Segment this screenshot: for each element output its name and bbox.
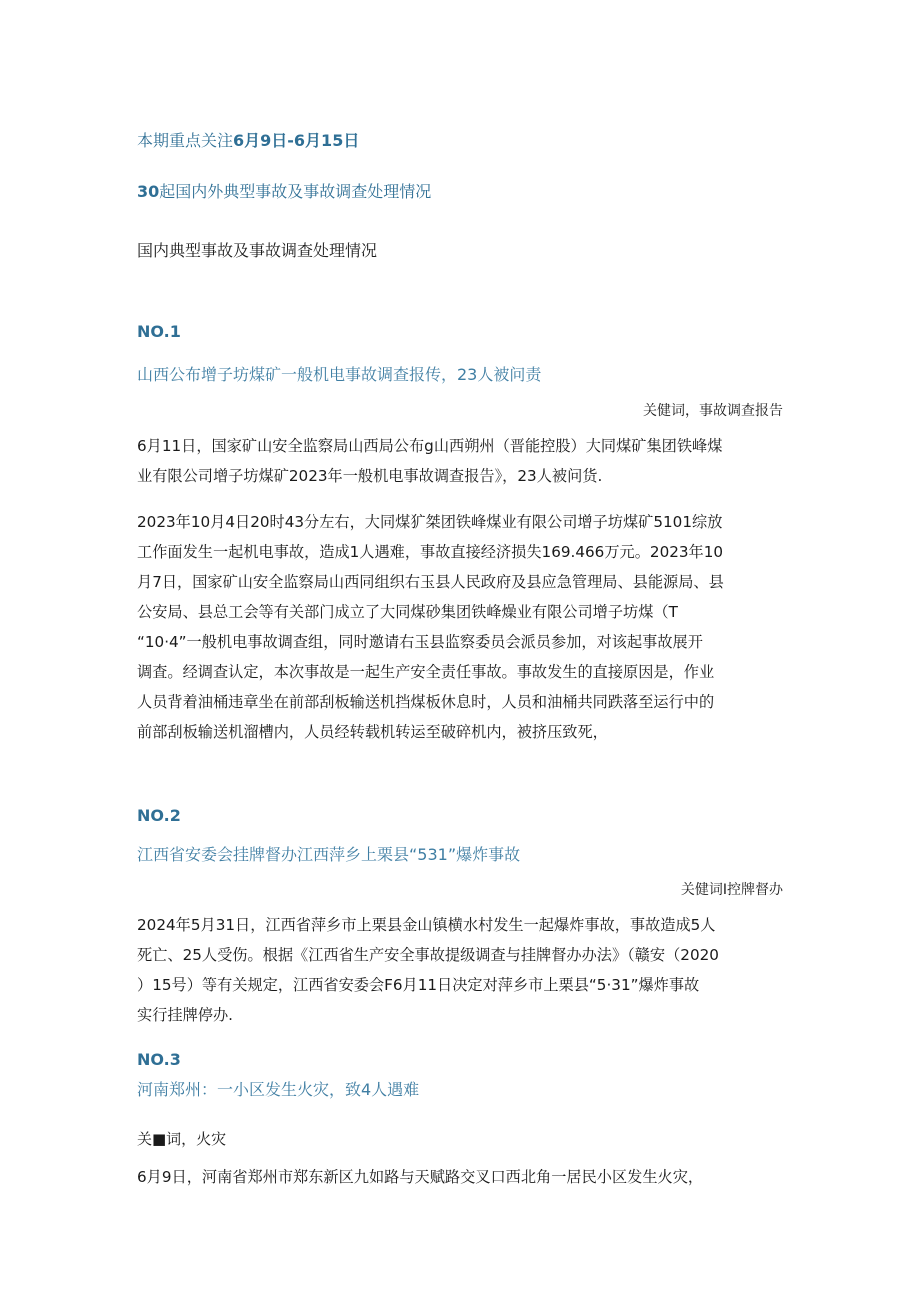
item-headline: 河南郑州：一小区发生火灾，致4人遇难	[137, 1080, 420, 1099]
paragraph-line: “10·4”一般机电事故调查组，同时邀请右玉县监察委员会派员参加，对该起事故展开	[137, 633, 703, 651]
focus-dates: 6月9日-6月15日	[233, 131, 360, 150]
item-number: NO.2	[137, 806, 181, 825]
item-headline: 山西公布增子坊煤矿一般机电事故调查报传，23人被问责	[137, 365, 542, 384]
item-number: NO.3	[137, 1050, 181, 1069]
paragraph-line: 2023年10月4日20时43分左右，大同煤犷桀团铁峰煤业有限公司增子坊煤矿5101综放	[137, 513, 723, 531]
paragraph-line: ）15号）等有关规定，江西省安委会F6月11日决定对萍乡市上栗县“5·31”爆炸事故	[137, 976, 700, 994]
paragraph-line: 死亡、25人受伤。根据《江西省生产安全事故提级调查与挂牌督办办法》（赣安（2020	[137, 946, 719, 964]
item-headline: 江西省安委会挂牌督办江西萍乡上栗县“531”爆炸事故	[137, 845, 521, 864]
paragraph-line: 业有限公司增子坊煤矿2023年一般机电事故调查报告》，23人被问货.	[137, 467, 603, 485]
item-paragraph	[137, 431, 783, 491]
paragraph-line: 实行挂牌停办.	[137, 1006, 233, 1024]
item-paragraph	[137, 1162, 783, 1192]
paragraph-line: 公安局、县总工会等有关部门成立了大同煤砂集团铁峰燥业有限公司增子坊煤（T	[137, 603, 678, 621]
paragraph-line: 6月9日，河南省郑州市郑东新区九如路与天赋路交叉口西北角一居民小区发生火灾，	[137, 1168, 704, 1186]
item-keywords: 关健词，事故调查报告	[643, 403, 783, 419]
focus-line	[137, 128, 359, 151]
paragraph-line: 人员背着油桶违章坐在前部刮板输送机挡煤板休息时，人员和油桶共同跌落至运行中的	[137, 693, 715, 711]
focus-prefix: 本期重点关注	[137, 131, 234, 150]
paragraph-line: 6月11日，国家矿山安全监察局山西局公布g山西朔州（晋能控股）大同煤矿集团铁峰煤	[137, 437, 723, 455]
paragraph-line: 2024年5月31日，江西省萍乡市上栗县金山镇横水村发生一起爆炸事故，事故造成5人	[137, 916, 716, 934]
subtitle-count: 30	[137, 182, 160, 201]
subtitle-text: 起国内外典型事故及事故调查处理情况	[159, 182, 432, 201]
paragraph-line: 工作面发生一起机电事故，造成1人遇难，事故直接经济损失169.466万元。2023年10	[137, 543, 724, 561]
item-number: NO.1	[137, 322, 181, 341]
item-keywords: 关健词I控牌督办	[680, 882, 783, 898]
paragraph-line: 调査。经调查认定，本次事故是一起生产安全责任事故。事故发生的直接原因是，作业	[137, 663, 715, 681]
paragraph-line: 月7日，国家矿山安全监察局山西同组织右玉县人民政府及县应急管理局、县能源局、县	[137, 573, 724, 591]
paragraph-line: 前部刮板输送机溜槽内，人员经转载机转运至破碎机内，被挤压致死，	[137, 723, 608, 741]
section-title: 国内典型事故及事故调查处理情况	[137, 241, 378, 260]
item-keywords: 关■词，火灾	[137, 1130, 227, 1148]
item-paragraph	[137, 910, 783, 1030]
item-paragraph	[137, 507, 783, 747]
subtitle	[137, 179, 431, 202]
